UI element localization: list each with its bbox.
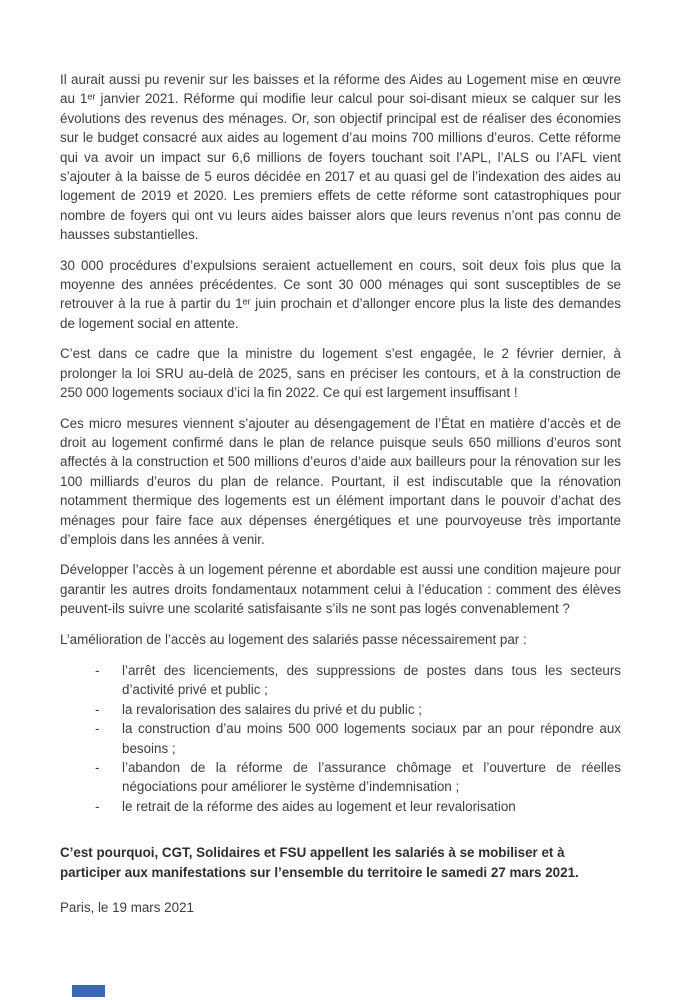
dash-bullet-icon: - — [95, 662, 100, 678]
paragraph-expulsions: 30 000 procédures d’expulsions seraient actuellement en cours, soit deux fois plus que la moyenne des années précédentes. Ce sont 30 000 ménages qui sont susceptibles de se retrouver à la rue à partir du 1ᵉʳ juin prochain et d’allonger encore plus la liste des demandes de logement social en attente. — [60, 257, 621, 331]
list-item-text: la construction d’au moins 500 000 logements sociaux par an pour répondre aux besoins ; — [122, 721, 621, 756]
list-item — [60, 719, 621, 758]
list-item-text: l’abandon de la réforme de l’assurance chômage et l’ouverture de réelles négociations pour améliorer le système d’indemnisation ; — [122, 760, 621, 795]
list-item-text: la revalorisation des salaires du privé et du public ; — [122, 701, 422, 717]
list-item-text: l’arrêt des licenciements, des suppressions de postes dans tous les secteurs d’activité privé et public ; — [122, 662, 621, 698]
dateline: Paris, le 19 mars 2021 — [60, 900, 194, 916]
paragraph-ministre-logement: C’est dans ce cadre que la ministre du logement s’est engagée, le 2 février dernier, à prolonger la loi SRU au-delà de 2025, sans en préciser les contours, et à la construction de 250 000 logements sociaux d’ici la fin 2022. Ce qui est largement insuffisant ! — [60, 346, 621, 401]
paragraph-plan-de-relance: Ces micro mesures viennent s’ajouter au désengagement de l’État en matière d’accès et de droit au logement confirmé dans le plan de relance puisque seuls 650 millions d’euros sont affectés à la construction et 500 millions d’euros d’aide aux bailleurs pour la rénovation sur les 100 milliards d’euros du plan de relance. Pourtant, il est indiscutable que la rénovation notamment thermique des logements est un élément important dans le pouvoir d’achat des ménages pour faire face aux dépenses énergétiques et une pourvoyeuse très importante d’emplois dans les années à venir. — [60, 415, 621, 547]
dash-bullet-icon: - — [95, 721, 100, 737]
list-item — [60, 661, 621, 700]
demands-list — [60, 661, 621, 816]
call-to-action: C’est pourquoi, CGT, Solidaires et FSU appellent les salariés à se mobiliser et à participer aux manifestations sur l’ensemble du territoire le samedi 27 mars 2021. — [60, 845, 579, 880]
paragraph-aides-logement: Il aurait aussi pu revenir sur les baisses et la réforme des Aides au Logement mise en œuvre au 1ᵉʳ janvier 2021. Réforme qui modifie leur calcul pour soi-disant mieux se calquer sur les évolutions des revenus des ménages. Or, son objectif principal est de réaliser des économies sur le budget consacré aux aides au logement d’au moins 700 millions d’euros. Cette réforme qui va avoir un impact sur 6,6 millions de foyers touchant soit l’APL, l’ALS ou l’AFL vient s’ajouter à la baisse de 5 euros décidée en 2017 et au quasi gel de l’indexation des aides au logement de 2019 et 2020. Les premiers effets de cette réforme sont catastrophiques pour nombre de foyers qui ont vu leurs aides baisser alors que leurs revenus n’ont pas connu de hausses substantielles. — [60, 72, 621, 243]
list-item — [60, 758, 621, 797]
list-item-text: le retrait de la réforme des aides au logement et leur revalorisation — [122, 798, 516, 814]
list-item — [60, 700, 621, 719]
clipped-footer-graphic — [72, 985, 105, 997]
dash-bullet-icon: - — [95, 798, 100, 814]
list-item — [60, 797, 621, 816]
document-body — [60, 70, 621, 917]
dash-bullet-icon: - — [95, 701, 100, 717]
dash-bullet-icon: - — [95, 760, 100, 775]
paragraph-droit-education: Développer l’accès à un logement pérenne et abordable est aussi une condition majeure pour garantir les autres droits fondamentaux notamment celui à l’éducation : comment des élèves peuvent-ils suivre une scolarité satisfaisante s’ils ne sont pas logés convenablement ? — [60, 562, 621, 617]
list-intro: L’amélioration de l’accès au logement des salariés passe nécessairement par : — [60, 631, 527, 647]
